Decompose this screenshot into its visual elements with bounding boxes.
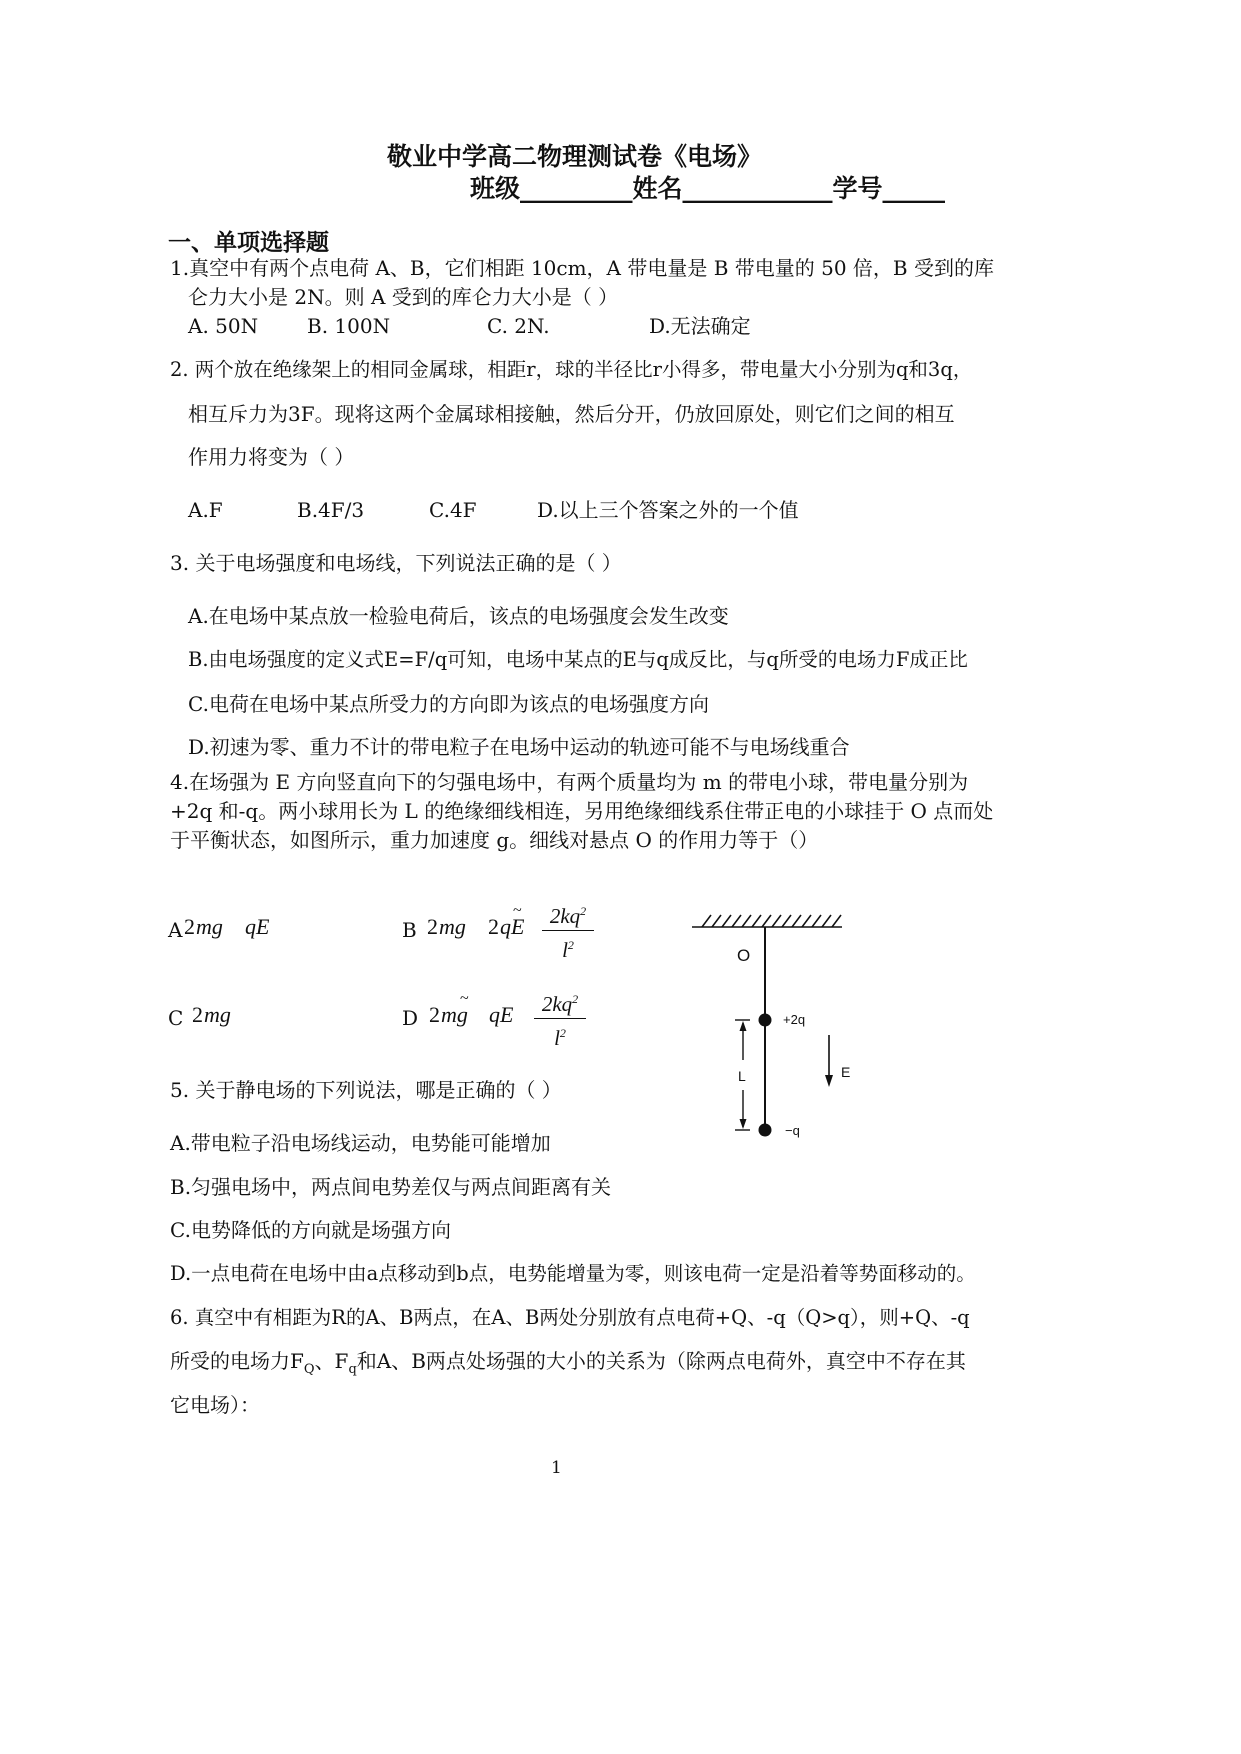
option-c-coefficient: 2 [192,1002,203,1027]
question-5-option-a: A.带电粒子沿电场线运动，电势能可能增加 [170,1131,551,1155]
option-d-numerator: $2kq^2$ [541,992,579,1016]
top-charge-label: +2q [783,1012,806,1027]
top-ball [759,1014,772,1027]
question-2-option-d: D.以上三个答案之外的一个值 [537,498,799,522]
question-5-option-b: B.匀强电场中，两点间电势差仅与两点间距离有关 [170,1175,612,1199]
question-2-line-2: 相互斥力为3F。现将这两个金属球相接触，然后分开，仍放回原处，则它们之间的相互 [188,402,955,426]
option-b-mg: mg [439,914,466,939]
option-d-qe: qE [489,1002,514,1027]
page-title: 敬业中学高二物理测试卷《电场》 [387,142,763,171]
question-4-line-3: 于平衡状态，如图所示，重力加速度 g。细线对悬点 O 的作用力等于（） [170,828,819,852]
question-1-option-c: C. 2N. [487,314,550,338]
option-d-letter: D [402,1006,419,1030]
question-2-line-1: 2. 两个放在绝缘架上的相同金属球，相距r，球的半径比r小得多，带电量大小分别为q和3q， [170,358,973,381]
question-3-stem: 3. 关于电场强度和电场线，下列说法正确的是（ ） [170,551,622,575]
field-direction-arrow [825,1035,833,1087]
option-b-fraction [542,899,594,962]
option-b-coefficient: 2 [427,914,438,939]
option-b-fraction-bar [542,930,594,931]
pendulum-diagram [680,895,865,1155]
bottom-charge-label: −q [785,1123,800,1138]
question-3-option-c: C.电荷在电场中某点所受力的方向即为该点的电场强度方向 [188,692,709,716]
option-d-fraction-bar [534,1018,586,1019]
question-2-option-c: C.4F [429,498,477,522]
option-d-tilde: ~ [460,990,469,1007]
option-d-fraction [534,987,586,1050]
student-info-line: 班级_________姓名____________学号_____ [470,174,946,203]
question-6-line-1: 6. 真空中有相距为R的A、B两点，在A、B两处分别放有点电荷+Q、-q（Q>q），则+Q、-q [170,1306,970,1329]
option-d-coefficient: 2 [429,1002,440,1027]
option-a-letter: A [168,918,183,942]
option-a-mg: mg [196,914,223,939]
option-d-denominator: $l^2$ [554,1026,566,1050]
bottom-ball [759,1124,772,1137]
question-5-option-d: D.一点电荷在电场中由a点移动到b点，电势能增量为零，则该电荷一定是沿着等势面移动的。 [170,1262,976,1285]
option-b-tilde: ~ [513,902,522,919]
question-1-option-d: D.无法确定 [649,314,751,338]
question-2-line-3: 作用力将变为（ ） [188,445,355,469]
option-b-letter: B [402,918,417,942]
option-b-qe: qE [500,914,525,939]
question-3-option-b: B.由电场强度的定义式E=F/q可知，电场中某点的E与q成反比，与q所受的电场力F成正比 [188,648,968,671]
option-b-denominator: $l^2$ [562,938,574,962]
question-6-line-2: 所受的电场力$F_Q$、$F_q$和A、B两点处场强的大小的关系为（除两点电荷外，真空中不存在其 [170,1349,966,1377]
option-b-coefficient-2: 2 [488,914,499,939]
option-a-coefficient: 2 [184,914,195,939]
section-heading-single-choice: 一、单项选择题 [168,229,329,256]
ceiling-hatching [692,915,842,927]
option-c-letter: C [168,1006,184,1030]
question-3-option-a: A.在电场中某点放一检验电荷后，该点的电场强度会发生改变 [188,604,729,628]
length-label: L [738,1068,746,1084]
question-1-option-a: A. 50N [188,314,259,338]
field-label: E [841,1064,851,1080]
question-3-option-d: D.初速为零、重力不计的带电粒子在电场中运动的轨迹可能不与电场线重合 [188,735,850,759]
point-o-label: O [737,946,751,965]
question-4-line-1: 4.在场强为 E 方向竖直向下的匀强电场中，有两个质量均为 m 的带电小球，带电量分别为 [170,770,969,794]
question-5-option-c: C.电势降低的方向就是场强方向 [170,1218,451,1242]
question-1-line-2: 仑力大小是 2N。则 A 受到的库仑力大小是（ ） [188,285,619,309]
question-4-line-2: +2q 和-q。两小球用长为 L 的绝缘细线相连，另用绝缘细线系住带正电的小球挂于 O 点而处 [170,799,994,823]
question-2-option-b: B.4F/3 [297,498,365,522]
option-d-mg: mg [441,1002,468,1027]
option-b-numerator: $2kq^2$ [549,904,587,928]
option-c-mg: mg [204,1002,231,1027]
question-1-option-b: B. 100N [307,314,391,338]
question-6-line-3: 它电场）： [170,1393,260,1417]
option-a-qe: qE [245,914,270,939]
question-2-option-a: A.F [188,498,223,522]
page-number: 1 [551,1458,562,1478]
question-5-stem: 5. 关于静电场的下列说法，哪是正确的（ ） [170,1078,562,1102]
question-1-line-1: 1.真空中有两个点电荷 A、B，它们相距 10cm，A 带电量是 B 带电量的 50 倍，B 受到的库 [170,256,994,280]
